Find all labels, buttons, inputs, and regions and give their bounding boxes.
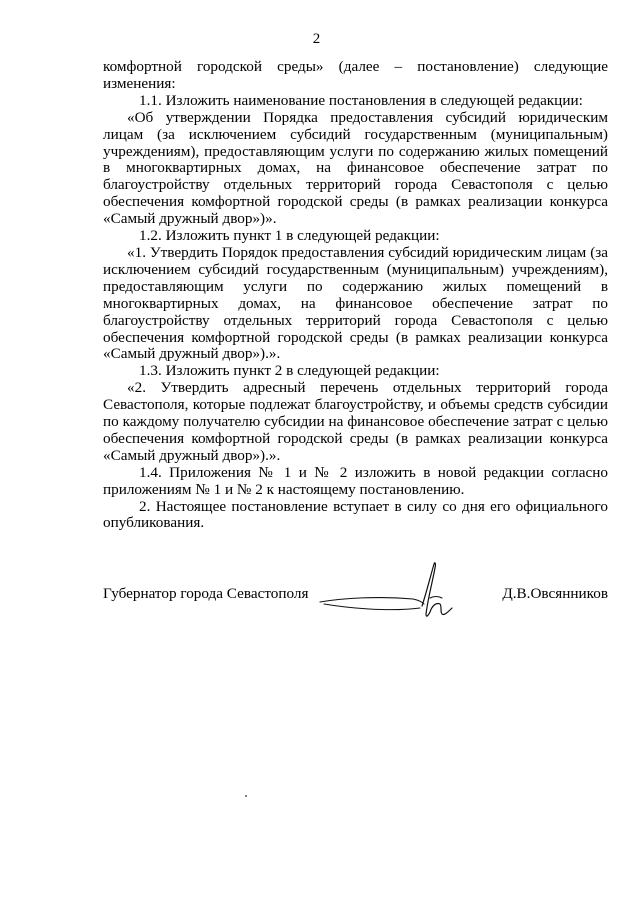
paragraph-item-2: 2. Настоящее постановление вступает в силу со дня его официального опубликования. <box>103 497 608 532</box>
signatory-name: Д.В.Овсянников <box>502 585 608 602</box>
page-number: 2 <box>312 31 321 47</box>
document-body <box>103 59 608 532</box>
paragraph-quote-title: «Об утверждении Порядка предоставления субсидий юридическим лицам (за исключением субсидий государственным (муниципальным) учреждениям), предоставляющим услуги по содержанию жилых помещений в многоквартирных домах, на финансовое обеспечение затрат по благоустройству отдельных территорий города Севастополя с целью обеспечения комфортной городской среды (в рамках реализации конкурса «Самый дружный двор»)». <box>103 108 608 228</box>
handwritten-signature <box>318 558 478 628</box>
signatory-position: Губернатор города Севастополя <box>103 585 309 602</box>
paragraph-item-1-4: 1.4. Приложения № 1 и № 2 изложить в новой редакции согласно приложениям № 1 и № 2 к настоящему постановлению. <box>103 463 608 498</box>
paragraph-intro-continuation: комфортной городской среды» (далее – постановление) следующие изменения: <box>103 58 608 92</box>
scan-speck <box>245 795 247 797</box>
paragraph-item-1-1: 1.1. Изложить наименование постановления в следующей редакции: <box>139 91 583 109</box>
paragraph-item-1-3: 1.3. Изложить пункт 2 в следующей редакции: <box>139 362 440 380</box>
paragraph-item-1-2: 1.2. Изложить пункт 1 в следующей редакции: <box>139 227 440 245</box>
paragraph-quote-point-1: «1. Утвердить Порядок предоставления субсидий юридическим лицам (за исключением субсидий государственным (муниципальным) учреждениям), предоставляющим услуги по содержанию жилых помещений в многоквартирных домах, на финансовое обеспечение затрат по благоустройству отдельных территорий города Севастополя с целью обеспечения комфортной городской среды (в рамках реализации конкурса «Самый дружный двор»).». <box>103 243 608 363</box>
paragraph-quote-point-2: «2. Утвердить адресный перечень отдельных территорий города Севастополя, которые подлежат благоустройству, и объемы средств субсидии по каждому получателю субсидии на финансовое обеспечение затрат с целью обеспечения комфортной городской среды (в рамках реализации конкурса «Самый дружный двор»).». <box>103 379 608 464</box>
